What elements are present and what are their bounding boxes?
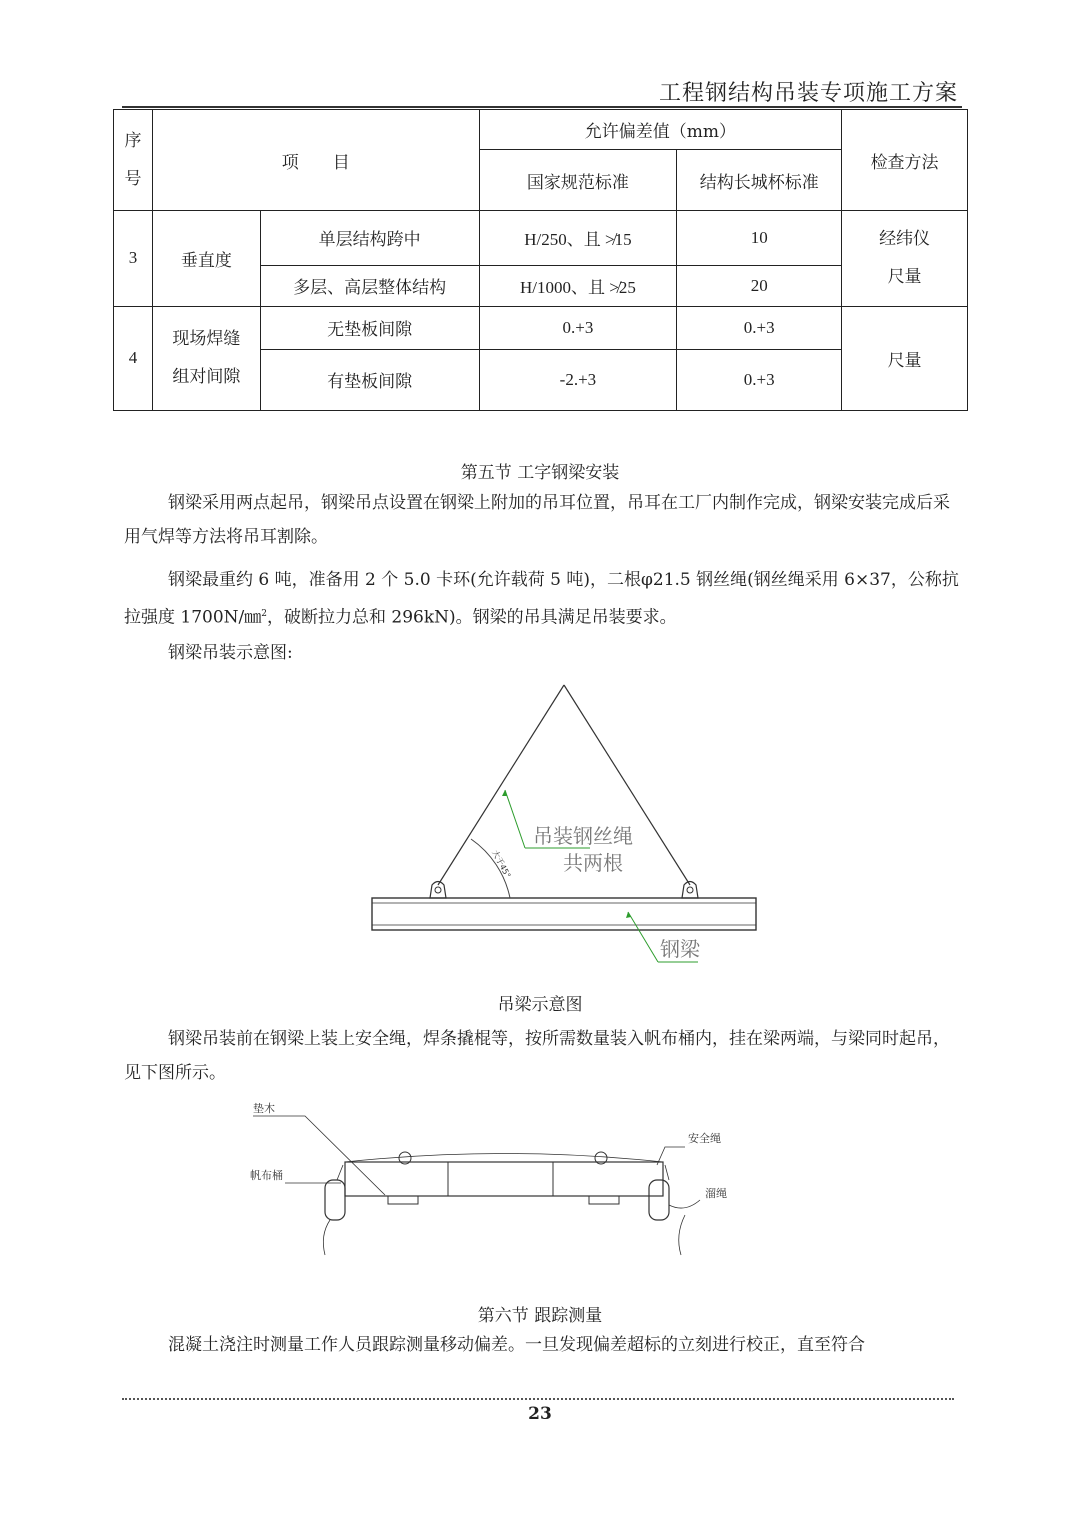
section5-paragraph-2: 钢梁最重约 6 吨，准备用 2 个 5.0 卡环(允许载荷 5 吨)，二根φ21.5 钢丝绳(钢丝绳采用 6×37，公称抗拉强度 1700N/㎜$^2$，破断拉力总和 296kN)。钢梁的吊具满足吊装要求。: [124, 570, 959, 628]
left-wood-block: [388, 1196, 418, 1204]
wood-label: 垫木: [253, 1102, 275, 1115]
beam-outline: [345, 1162, 663, 1196]
beam-accessories-diagram: [245, 1095, 745, 1275]
figure1-caption: 吊梁示意图: [497, 995, 583, 1015]
row3-method: 经纬仪 尺量: [842, 211, 968, 306]
right-bucket-icon: [649, 1180, 669, 1220]
page-number: 23: [528, 1404, 552, 1424]
rope-label-1: 吊装钢丝绳: [533, 824, 633, 848]
rope-label-2: 共两根: [563, 851, 623, 875]
header-national: 国家规范标准: [479, 150, 677, 211]
left-bucket-icon: [325, 1180, 345, 1220]
footer-rule: [122, 1398, 954, 1400]
guide-rope-label: 溜绳: [705, 1187, 727, 1200]
section5-paragraph-3: 钢梁吊装示意图:: [168, 643, 293, 663]
row4-sub1-name: 无垫板间隙: [260, 306, 479, 349]
right-wood-block: [589, 1196, 619, 1204]
section5-title: 第五节 工字钢梁安装: [460, 463, 620, 483]
row4-sub2-name: 有垫板间隙: [260, 349, 479, 410]
angle-label: 大于45°: [490, 848, 513, 880]
safety-rope-label: 安全绳: [688, 1132, 721, 1145]
row4-sub1-national: 0.+3: [479, 306, 677, 349]
header-method: 检查方法: [842, 110, 968, 211]
row4-method: 尺量: [842, 306, 968, 410]
tolerance-table: [113, 109, 968, 411]
beam-leader-line: [628, 912, 658, 962]
row3-sub1-national: H/250、且 ≯15: [479, 211, 677, 265]
row4-seq: 4: [114, 306, 153, 410]
header-seq: 序 号: [114, 110, 153, 211]
row3-sub1-name: 单层结构跨中: [260, 211, 479, 265]
document-header-title: 工程钢结构吊装专项施工方案: [658, 81, 958, 106]
section5-paragraph-4: 钢梁吊装前在钢梁上装上安全绳，焊条撬棍等，按所需数量装入帆布桶内，挂在梁两端，与梁同时起吊，见下图所示。: [124, 1029, 950, 1083]
header-greatwall: 结构长城杯标准: [677, 150, 842, 211]
header-item: 项 目: [152, 110, 479, 211]
row3-sub2-greatwall: 20: [677, 265, 842, 306]
section5-paragraph-1: 钢梁采用两点起吊，钢梁吊点设置在钢梁上附加的吊耳位置，吊耳在工厂内制作完成，钢梁安装完成后采用气焊等方法将吊耳割除。: [124, 493, 950, 547]
row4-sub2-national: -2.+3: [479, 349, 677, 410]
row4-sub2-greatwall: 0.+3: [677, 349, 842, 410]
left-guide-rope: [323, 1220, 330, 1255]
beam-lifting-diagram: [360, 680, 770, 970]
row3-sub2-national: H/1000、且 ≯25: [479, 265, 677, 306]
row3-sub1-greatwall: 10: [677, 211, 842, 265]
header-rule: [122, 106, 962, 108]
bucket-label: 帆布桶: [250, 1169, 283, 1182]
row3-item: 垂直度: [152, 211, 260, 306]
row4-item: 现场焊缝 组对间隙: [152, 306, 260, 410]
rope-leader-line: [505, 790, 525, 848]
section6-paragraph-1: 混凝土浇注时测量工作人员跟踪测量移动偏差。一旦发现偏差超标的立刻进行校正，直至符合: [168, 1335, 865, 1355]
safety-rope-line: [345, 1154, 663, 1163]
row3-sub2-name: 多层、高层整体结构: [260, 265, 479, 306]
header-tolerance: 允许偏差值（mm）: [479, 110, 842, 150]
right-guide-rope: [669, 1200, 700, 1255]
row3-seq: 3: [114, 211, 153, 306]
row4-sub1-greatwall: 0.+3: [677, 306, 842, 349]
section6-title: 第六节 跟踪测量: [477, 1306, 603, 1326]
beam-label: 钢梁: [660, 937, 700, 961]
